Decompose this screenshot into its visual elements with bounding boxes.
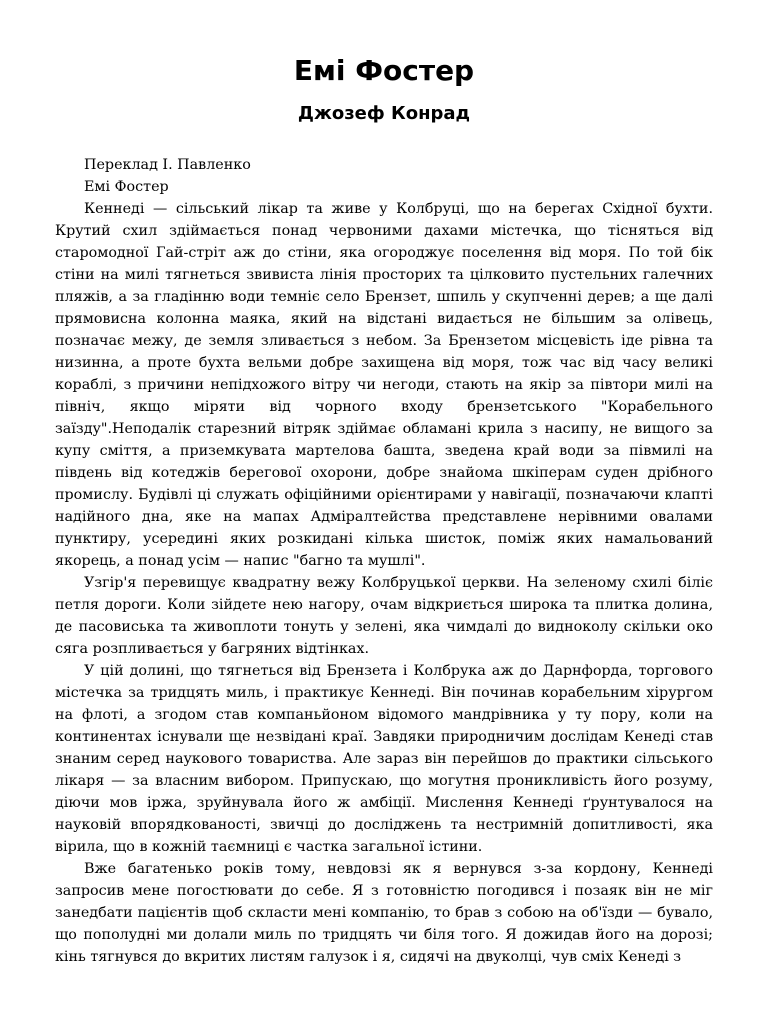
paragraph: Вже багатенько років тому, невдовзі як я вернувся з-за кордону, Кеннеді запросив мене погостювати до себе. Я з готовністю погодився і позаяк він не міг занедбати пацієнтів щоб скласти мені компанію, то брав з собою на об'їзди — бувало, що пополудні ми долали миль по тридцять чи біля того. Я дожидав його на дорозі; кінь тягнувся до вкритих листям галузок і я, сидячі на двуколці, чув сміх Кенеді з <box>55 861 713 965</box>
paragraph: Узгір'я перевищує квадратну вежу Колбруцької церкви. На зеленому схилі біліє петля дороги. Коли зійдете нею нагору, очам відкриється широка та плитка долина, де пасовиська та живоплоти тонуть у зелені, яка чимдалі до видноколу скільки око сяга розпливається у багряних відтінках. <box>55 575 713 657</box>
translator-line: Переклад І. Павленко <box>84 157 251 173</box>
paragraph: Кеннеді — сільський лікар та живе у Колбруці, що на берегах Східної бухти. Крутий схил здіймається понад червоними дахами містечка, що тісняться від старомодної Гай-стріт аж до стіни, яка огороджує поселення від моря. По той бік стіни на милі тягнеться звивиста лінія просторих та цілковито пустельних галечних пляжів, а за гладінню води темніє село Брензет, шпиль у скупченні дерев; а ще далі прямовисна колонна маяка, який на відстані видається не більшим за олівець, позначає межу, де земля зливається з небом. За Брензетом місцевість іде рівна та низинна, а проте бухта вельми добре захищена від моря, тож час від часу великі кораблі, з причини непідхожого вітру чи негоди, стають на якір за півтори милі на північ, якщо міряти від чорного входу брензетського "Корабельного заїзду".Неподалік старезний вітряк здіймає обламані крила з насипу, не вищого за купу сміття, а приземкувата мартелова башта, зведена край води за півмилі на південь від котеджів берегової охорони, добре знайома шкіперам суден дрібного промислу. Будівлі ці служать офіційними орієнтирами у навігації, позначаючи клапті надійного дна, яке на мапах Адміралтейства представлене нерівними овалами пунктиру, усередині яких розкидані кілька шисток, поміж яких намальований якорець, а понад усім — напис "багно та мушлі". <box>55 201 713 569</box>
document-body <box>55 154 713 968</box>
paragraph: У цій долині, що тягнеться від Брензета і Колбрука аж до Дарнфорда, торгового містечка за тридцять миль, і практикує Кеннеді. Він починав корабельним хірургом на флоті, а згодом став компаньйоном відомого мандрівника у ту пору, коли на континентах існували ще незвідані краї. Завдяки природничим дослідам Кенеді став знаним серед наукового товариства. Але зараз він перейшов до практики сільського лікаря — за власним вибором. Припускаю, що могутня проникливість його розуму, діючи мов іржа, зруйнувала його ж амбіції. Мислення Кеннеді ґрунтувалося на науковій впорядкованості, звичці до досліджень та нестримній допитливості, яка вірила, що в кожній таємниці є частка загальної істини. <box>55 663 713 855</box>
subtitle-line: Емі Фостер <box>84 179 169 195</box>
document-title: Емі Фостер <box>293 54 475 87</box>
document-author: Джозеф Конрад <box>297 103 471 124</box>
